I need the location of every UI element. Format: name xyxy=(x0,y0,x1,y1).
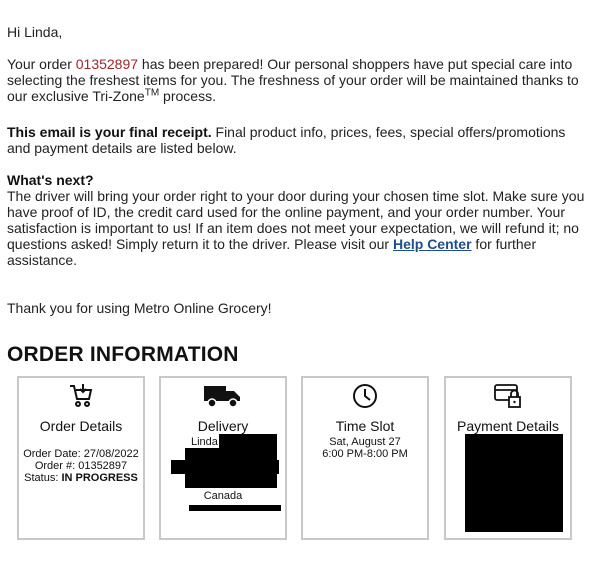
delivery-country: Canada xyxy=(203,490,243,502)
truck-icon xyxy=(161,382,285,410)
time-slot-day: Sat, August 27 xyxy=(329,436,401,448)
order-number: 01352897 xyxy=(75,56,139,72)
redaction xyxy=(171,460,279,474)
redaction xyxy=(185,474,277,488)
time-slot-lines xyxy=(303,436,427,460)
redaction xyxy=(185,448,277,460)
section-title: ORDER INFORMATION xyxy=(7,343,239,366)
order-date: Order Date: 27/08/2022 xyxy=(23,448,139,460)
intro-paragraph xyxy=(7,56,589,104)
time-slot-time: 6:00 PM-8:00 PM xyxy=(322,448,408,460)
intro-text-3: process. xyxy=(159,88,216,104)
delivery-card xyxy=(159,376,287,540)
redaction xyxy=(465,434,563,532)
intro-text-2: has been prepared! Our personal shoppers have put special care into selecting the freshest items for you. The freshness of your order will be maintained thanks to our exclusive Tri-Zone xyxy=(7,56,579,104)
payment-details-card xyxy=(444,376,572,540)
delivery-name: Linda xyxy=(191,436,218,448)
order-details-card xyxy=(17,376,145,540)
greeting: Hi Linda, xyxy=(7,24,63,40)
redaction xyxy=(219,434,277,448)
next-heading: What's next? xyxy=(7,172,94,188)
order-details-title: Order Details xyxy=(39,418,123,434)
thanks-text: Thank you for using Metro Online Grocery! xyxy=(7,300,272,316)
help-center-link[interactable]: Help Center xyxy=(392,236,472,252)
order-details-lines xyxy=(19,448,143,484)
order-status xyxy=(19,472,143,484)
next-text: The driver will bring your order right to your door during your chosen time slot. Make sure you have proof of ID, the credit card used for the online payment, and your order number. Your satisfaction is important to us! If an item does not meet your expectation, we will refund it; no questions asked! Simply return it to the driver. Please visit our xyxy=(7,188,585,252)
receipt-paragraph xyxy=(7,124,589,156)
time-slot-title: Time Slot xyxy=(335,418,395,434)
trademark: TM xyxy=(144,87,160,99)
next-text-2: for further assistance. xyxy=(7,236,537,268)
time-slot-card xyxy=(301,376,429,540)
intro-text: Your order xyxy=(7,56,76,72)
delivery-title: Delivery xyxy=(197,418,249,434)
receipt-text: Final product info, prices, fees, special offers/promotions and payment details are listed below. xyxy=(7,124,566,156)
status-label: Status: xyxy=(24,472,62,484)
order-number-line: Order #: 01352897 xyxy=(34,460,128,472)
status-value: IN PROGRESS xyxy=(61,472,138,484)
redaction xyxy=(189,505,281,511)
clock-icon xyxy=(303,382,427,410)
next-paragraph xyxy=(7,172,589,268)
cart-icon xyxy=(19,382,143,410)
card-lock-icon xyxy=(446,382,570,410)
payment-details-title: Payment Details xyxy=(457,418,559,434)
receipt-bold: This email is your final receipt. xyxy=(7,124,212,140)
